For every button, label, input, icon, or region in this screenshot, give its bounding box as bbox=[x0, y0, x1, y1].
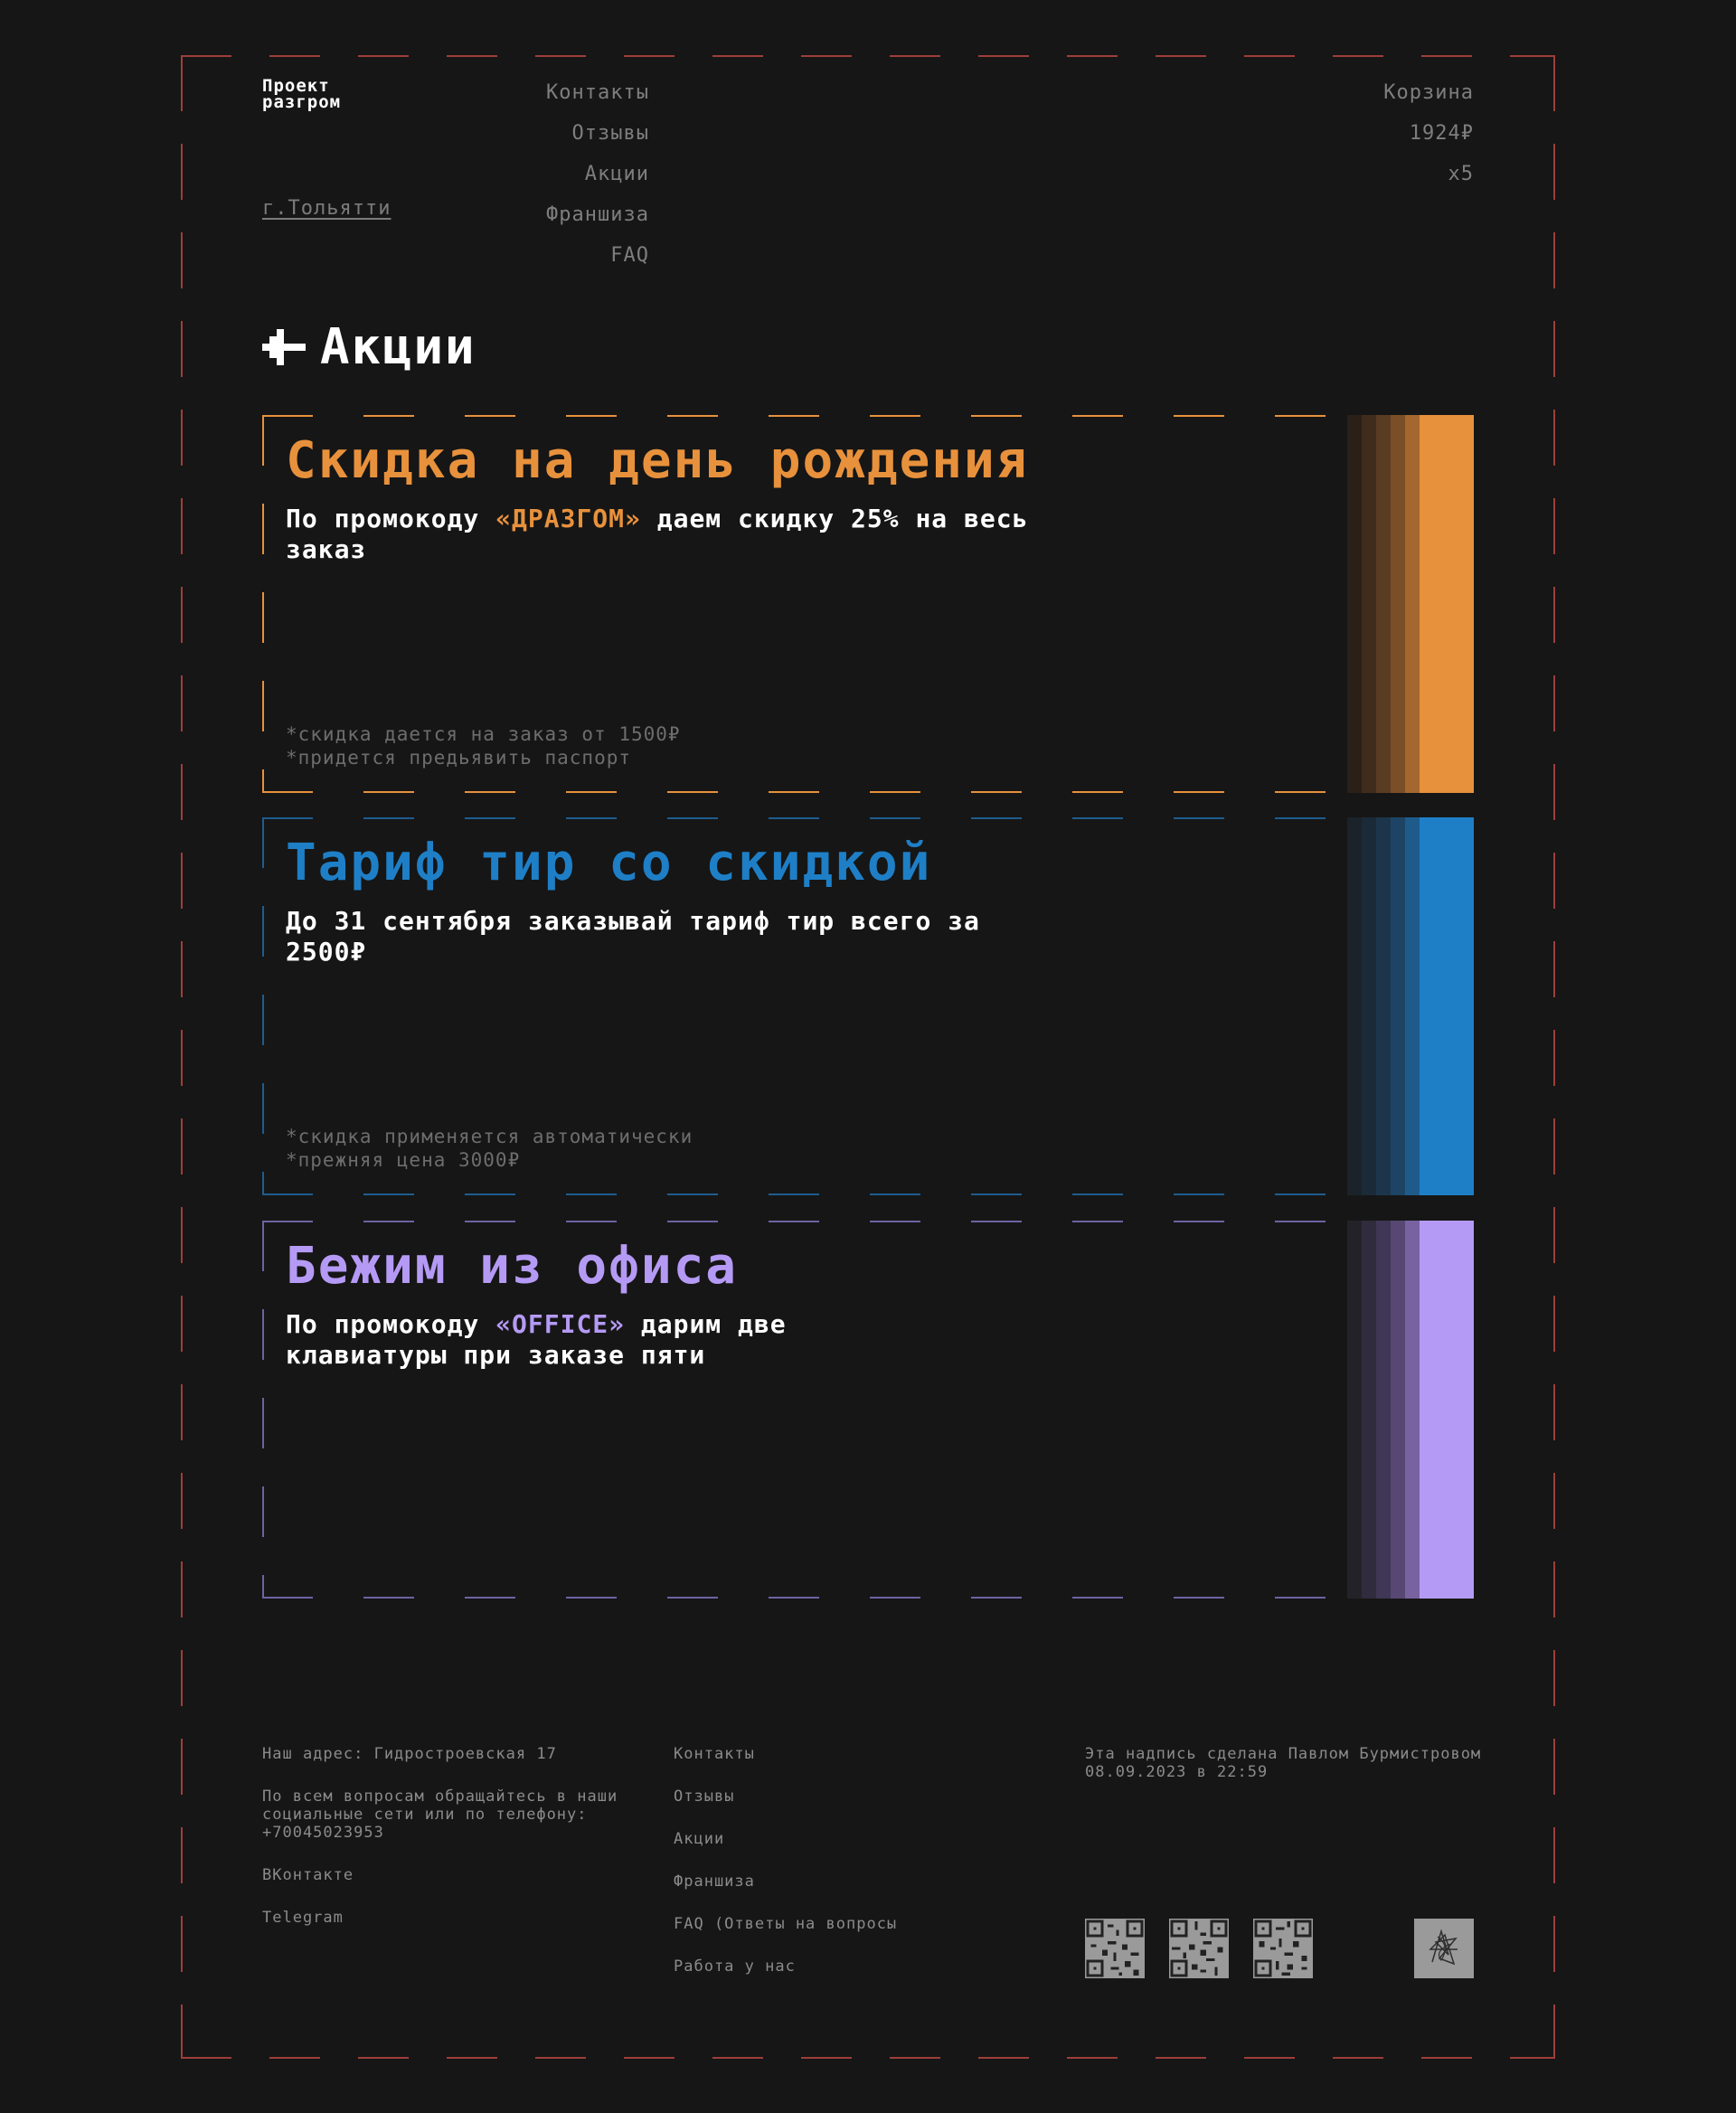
card-border bbox=[262, 415, 264, 793]
promo-note: *придется предьявить паспорт bbox=[286, 747, 632, 769]
promo-desc-text: даем скидку 25% на весь заказ bbox=[286, 504, 1029, 564]
qr-code-icon[interactable] bbox=[1169, 1919, 1229, 1978]
city-selector[interactable]: г.Тольятти bbox=[262, 197, 392, 220]
promo-card-tier-tariff[interactable] bbox=[262, 817, 1474, 1195]
frame-top-border bbox=[181, 55, 1555, 57]
page-heading bbox=[262, 318, 476, 375]
promo-description bbox=[286, 1309, 937, 1371]
footer-address: Наш адрес: Гидростроевская 17 bbox=[262, 1745, 557, 1763]
promo-code[interactable]: «ДРАЗГОМ» bbox=[495, 504, 641, 533]
footer-link-vk[interactable]: ВКонтакте bbox=[262, 1866, 354, 1884]
card-border bbox=[262, 1193, 1347, 1195]
promo-notes bbox=[286, 1125, 693, 1172]
nav-item-reviews[interactable]: Отзывы bbox=[571, 122, 649, 145]
footer-link-reviews[interactable]: Отзывы bbox=[674, 1788, 735, 1806]
logo-line-2: разгром bbox=[262, 92, 342, 112]
footer-link-jobs[interactable]: Работа у нас bbox=[674, 1957, 796, 1976]
cart-count: x5 bbox=[1448, 163, 1474, 185]
promo-note: *скидка дается на заказ от 1500₽ bbox=[286, 723, 681, 745]
promo-note: *прежняя цена 3000₽ bbox=[286, 1149, 521, 1171]
qr-code-icon[interactable] bbox=[1253, 1919, 1313, 1978]
promo-desc-text: По промокоду bbox=[286, 1309, 496, 1339]
promo-note: *скидка применяется автоматически bbox=[286, 1126, 693, 1147]
footer-contact-text: По всем вопросам обращайтесь в наши социальные сети или по телефону: +70045023953 bbox=[262, 1788, 618, 1842]
card-border bbox=[262, 415, 1347, 417]
qr-code-icon[interactable] bbox=[1085, 1919, 1145, 1978]
promo-card-office[interactable] bbox=[262, 1221, 1474, 1599]
card-border bbox=[262, 817, 264, 1195]
promo-notes bbox=[286, 722, 681, 769]
promo-card-birthday[interactable] bbox=[262, 415, 1474, 793]
card-border bbox=[262, 791, 1347, 793]
promo-color-stripes bbox=[1347, 817, 1474, 1195]
frame-right-border bbox=[1553, 55, 1555, 2059]
card-border bbox=[262, 817, 1347, 819]
card-border bbox=[262, 1597, 1347, 1599]
cart-label[interactable]: Корзина bbox=[1383, 81, 1474, 104]
scribble-logo-icon bbox=[1414, 1919, 1474, 1978]
footer-contacts bbox=[262, 1745, 642, 1951]
footer-link-contacts[interactable]: Контакты bbox=[674, 1745, 755, 1763]
promo-desc-text: По промокоду bbox=[286, 504, 496, 533]
logo-line-1: Проект bbox=[262, 76, 330, 96]
card-border bbox=[262, 1221, 1347, 1222]
footer-credit: Эта надпись сделана Павлом Бурмистровом 08.09.2023 в 22:59 bbox=[1085, 1745, 1482, 1781]
footer-nav bbox=[674, 1745, 972, 2000]
main-nav bbox=[488, 72, 649, 276]
card-border bbox=[262, 1221, 264, 1599]
nav-item-promos[interactable]: Акции bbox=[584, 163, 649, 185]
nav-item-faq[interactable]: FAQ bbox=[610, 244, 649, 267]
promo-color-stripes bbox=[1347, 1221, 1474, 1599]
footer-link-franchise[interactable]: Франшиза bbox=[674, 1872, 755, 1891]
arrow-left-icon[interactable] bbox=[262, 329, 306, 365]
nav-item-contacts[interactable]: Контакты bbox=[546, 81, 649, 104]
promo-code[interactable]: «OFFICE» bbox=[495, 1309, 626, 1339]
nav-item-franchise[interactable]: Франшиза bbox=[546, 203, 649, 226]
site-logo[interactable] bbox=[262, 78, 341, 110]
cart-widget[interactable] bbox=[1293, 72, 1474, 194]
promo-title: Скидка на день рождения bbox=[286, 431, 1029, 490]
footer-link-faq[interactable]: FAQ (Ответы на вопросы bbox=[674, 1915, 898, 1933]
promo-description bbox=[286, 504, 1063, 565]
promo-title: Бежим из офиса bbox=[286, 1237, 739, 1296]
page-title: Акции bbox=[320, 318, 476, 375]
frame-left-border bbox=[181, 55, 183, 2059]
footer-link-telegram[interactable]: Telegram bbox=[262, 1909, 344, 1927]
footer-link-promos[interactable]: Акции bbox=[674, 1830, 725, 1848]
promo-color-stripes bbox=[1347, 415, 1474, 793]
cart-total: 1924₽ bbox=[1409, 122, 1474, 145]
frame-bottom-border bbox=[181, 2057, 1555, 2059]
promo-description: До 31 сентября заказывай тариф тир всего за 2500₽ bbox=[286, 906, 980, 967]
promo-title: Тариф тир со скидкой bbox=[286, 834, 932, 892]
promo-desc-text: дарим две клавиатуры при заказе пяти bbox=[286, 1309, 787, 1370]
